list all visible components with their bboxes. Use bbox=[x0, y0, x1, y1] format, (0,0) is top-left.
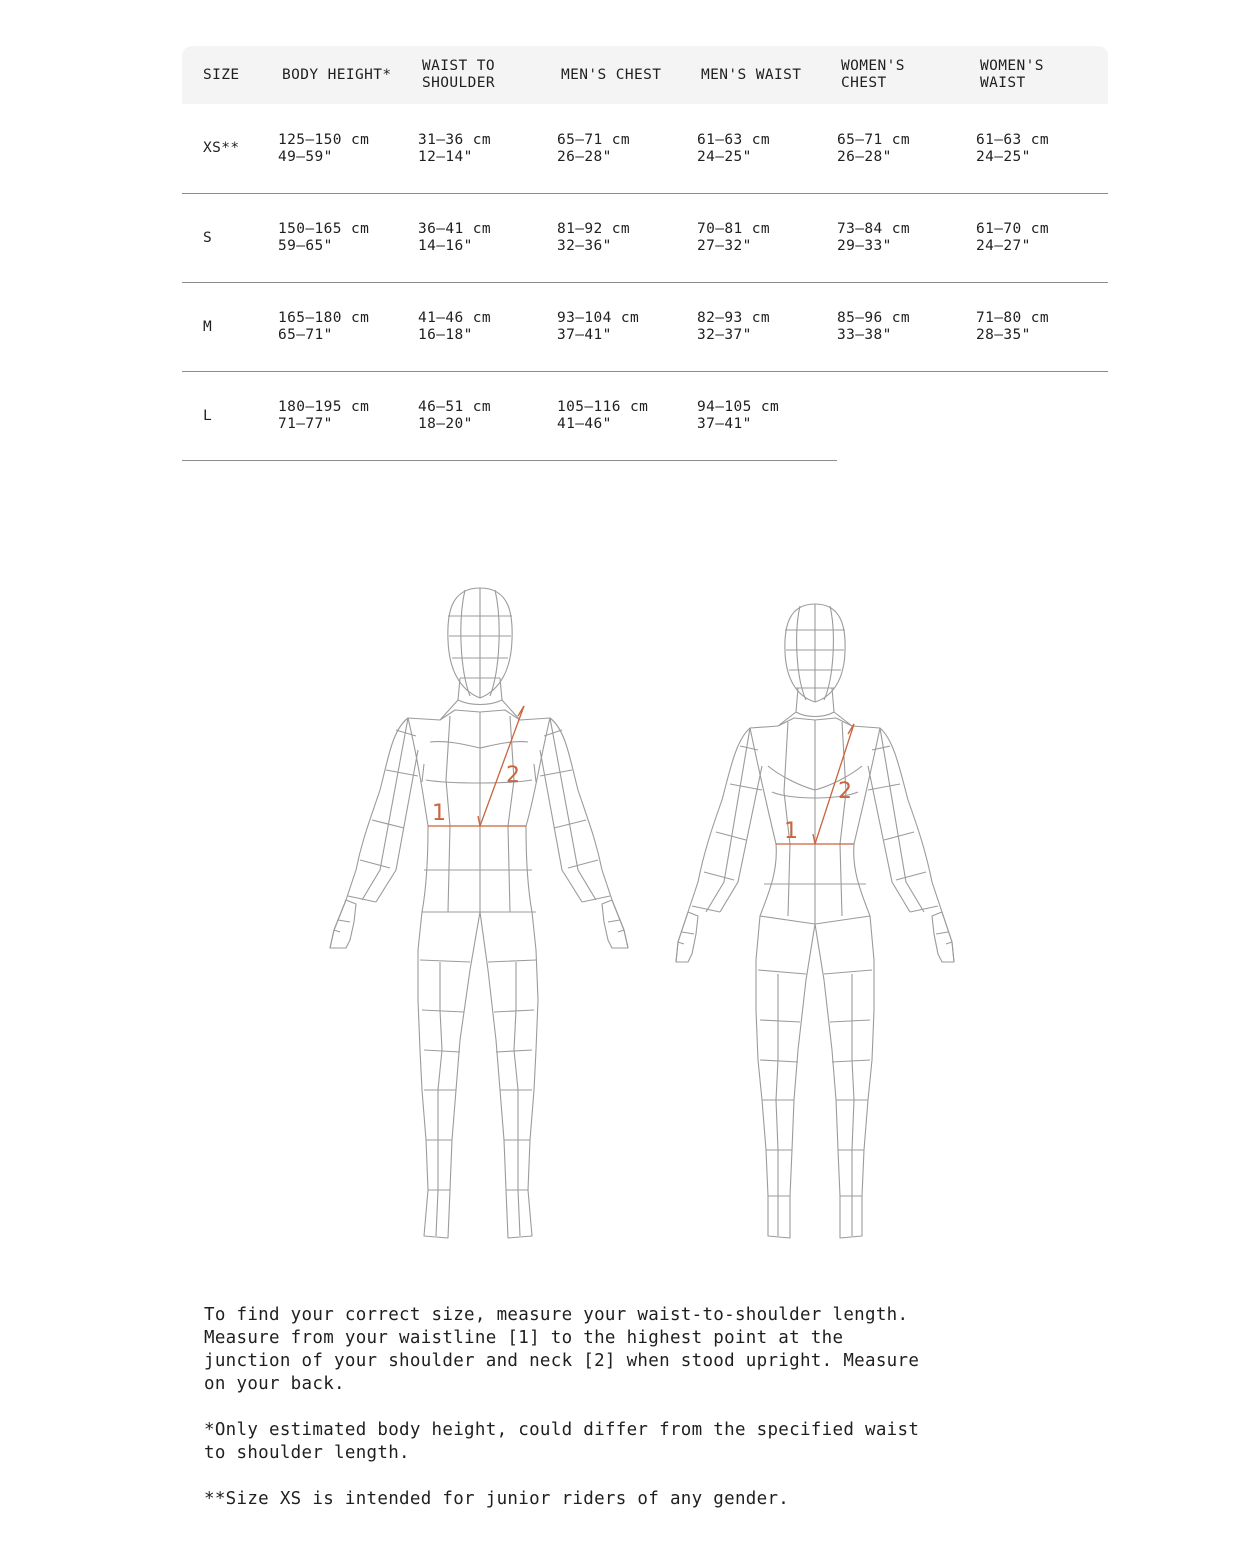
womens-chest-cell bbox=[837, 372, 976, 461]
waist-to-shoulder-cell: 36–41 cm 14–16" bbox=[418, 194, 557, 283]
male-marker-1: 1 bbox=[432, 801, 446, 826]
size-chart-header bbox=[182, 46, 1108, 104]
female-mannequin bbox=[676, 604, 954, 1238]
size-cell: L bbox=[182, 372, 278, 461]
table-row bbox=[182, 104, 1108, 194]
measurement-notes bbox=[204, 1304, 1024, 1534]
body-height-cell: 150–165 cm 59–65" bbox=[278, 194, 418, 283]
instructions-text: To find your correct size, measure your waist-to-shoulder length. Measure from your waistline [1] to the highest point at the junction of your shoulder and neck [2] when stood upright. Measure on your back. bbox=[204, 1305, 920, 1394]
header-womens-waist: WOMEN'S WAIST bbox=[976, 46, 1108, 104]
mens-waist-cell: 94–105 cm 37–41" bbox=[697, 372, 837, 461]
waist-to-shoulder-cell: 46–51 cm 18–20" bbox=[418, 372, 557, 461]
waist-to-shoulder-cell: 41–46 cm 16–18" bbox=[418, 283, 557, 372]
header-mens-chest: MEN'S CHEST bbox=[557, 46, 697, 104]
mens-waist-cell: 70–81 cm 27–32" bbox=[697, 194, 837, 283]
table-row bbox=[182, 372, 1108, 461]
size-cell: M bbox=[182, 283, 278, 372]
womens-chest-cell: 85–96 cm 33–38" bbox=[837, 283, 976, 372]
mens-waist-cell: 82–93 cm 32–37" bbox=[697, 283, 837, 372]
body-height-cell: 165–180 cm 65–71" bbox=[278, 283, 418, 372]
table-row bbox=[182, 283, 1108, 372]
height-footnote: *Only estimated body height, could differ from the specified waist to shoulder length. bbox=[204, 1420, 920, 1463]
size-chart-body bbox=[182, 104, 1108, 461]
mens-waist-cell: 61–63 cm 24–25" bbox=[697, 104, 837, 194]
header-size: SIZE bbox=[182, 46, 278, 104]
waist-to-shoulder-cell: 31–36 cm 12–14" bbox=[418, 104, 557, 194]
mens-chest-cell: 105–116 cm 41–46" bbox=[557, 372, 697, 461]
womens-waist-cell bbox=[976, 372, 1108, 461]
size-cell: XS** bbox=[182, 104, 278, 194]
womens-chest-cell: 65–71 cm 26–28" bbox=[837, 104, 976, 194]
table-row bbox=[182, 194, 1108, 283]
header-body-height: BODY HEIGHT* bbox=[278, 46, 418, 104]
xs-footnote: **Size XS is intended for junior riders of any gender. bbox=[204, 1489, 790, 1509]
female-marker-2: 2 bbox=[838, 779, 852, 804]
body-height-cell: 125–150 cm 49–59" bbox=[278, 104, 418, 194]
female-marker-1: 1 bbox=[784, 819, 798, 844]
mens-chest-cell: 81–92 cm 32–36" bbox=[557, 194, 697, 283]
mens-chest-cell: 93–104 cm 37–41" bbox=[557, 283, 697, 372]
womens-waist-cell: 61–70 cm 24–27" bbox=[976, 194, 1108, 283]
header-mens-waist: MEN'S WAIST bbox=[697, 46, 837, 104]
header-row bbox=[182, 46, 1108, 104]
mannequin-illustration bbox=[300, 570, 980, 1260]
male-mannequin bbox=[330, 588, 628, 1238]
header-waist-to-shoulder: WAIST TO SHOULDER bbox=[418, 46, 557, 104]
womens-waist-cell: 71–80 cm 28–35" bbox=[976, 283, 1108, 372]
mens-chest-cell: 65–71 cm 26–28" bbox=[557, 104, 697, 194]
womens-chest-cell: 73–84 cm 29–33" bbox=[837, 194, 976, 283]
size-cell: S bbox=[182, 194, 278, 283]
size-chart-table bbox=[182, 46, 1108, 461]
male-marker-2: 2 bbox=[506, 763, 520, 788]
male-measurements bbox=[428, 706, 526, 826]
measurement-figure bbox=[300, 570, 980, 1260]
womens-waist-cell: 61–63 cm 24–25" bbox=[976, 104, 1108, 194]
body-height-cell: 180–195 cm 71–77" bbox=[278, 372, 418, 461]
header-womens-chest: WOMEN'S CHEST bbox=[837, 46, 976, 104]
